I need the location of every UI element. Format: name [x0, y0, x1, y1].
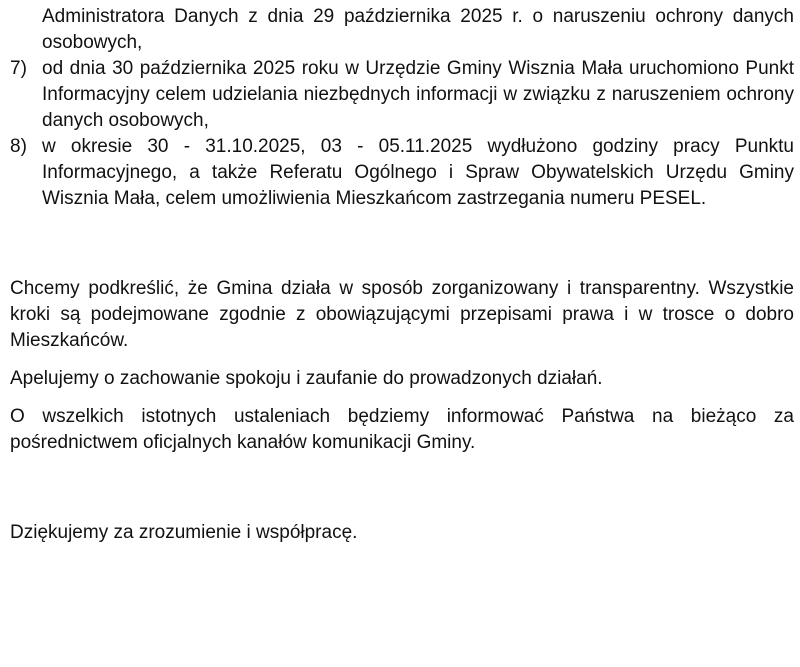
list-item-7 — [10, 56, 794, 134]
document-page — [10, 4, 794, 546]
list-item-continuation — [10, 4, 794, 56]
list-item-text: od dnia 30 października 2025 roku w Urzędzie Gminy Wisznia Mała uruchomiono Punkt Informacyjny celem udzielania niezbędnych informacji w związku z naruszeniem ochrony danych osobowych, — [42, 58, 794, 131]
closing-line: Dziękujemy za zrozumienie i współpracę. — [10, 522, 358, 543]
spacer — [10, 456, 794, 520]
list-item-text: Administratora Danych z dnia 29 października 2025 r. o naruszeniu ochrony danych osobowych, — [42, 6, 794, 53]
list-item-8 — [10, 134, 794, 212]
spacer — [10, 354, 794, 366]
paragraph-appeal: Apelujemy o zachowanie spokoju i zaufanie do prowadzonych działań. — [10, 368, 603, 389]
list-item-number: 7) — [10, 58, 27, 79]
spacer — [10, 212, 794, 276]
paragraph-organized: Chcemy podkreślić, że Gmina działa w sposób zorganizowany i transparentny. Wszystkie kroki są podejmowane zgodnie z obowiązującymi przepisami prawa i w trosce o dobro Mieszkańców. — [10, 278, 794, 351]
list-item-number: 8) — [10, 136, 27, 157]
spacer — [10, 392, 794, 404]
paragraph-updates: O wszelkich istotnych ustaleniach będziemy informować Państwa na bieżąco za pośrednictwem oficjalnych kanałów komunikacji Gminy. — [10, 406, 794, 453]
list-item-text: w okresie 30 - 31.10.2025, 03 - 05.11.2025 wydłużono godziny pracy Punktu Informacyjnego, a także Referatu Ogólnego i Spraw Obywatelskich Urzędu Gminy Wisznia Mała, celem umożliwienia Mieszkańcom zastrzegania numeru PESEL. — [42, 136, 794, 209]
